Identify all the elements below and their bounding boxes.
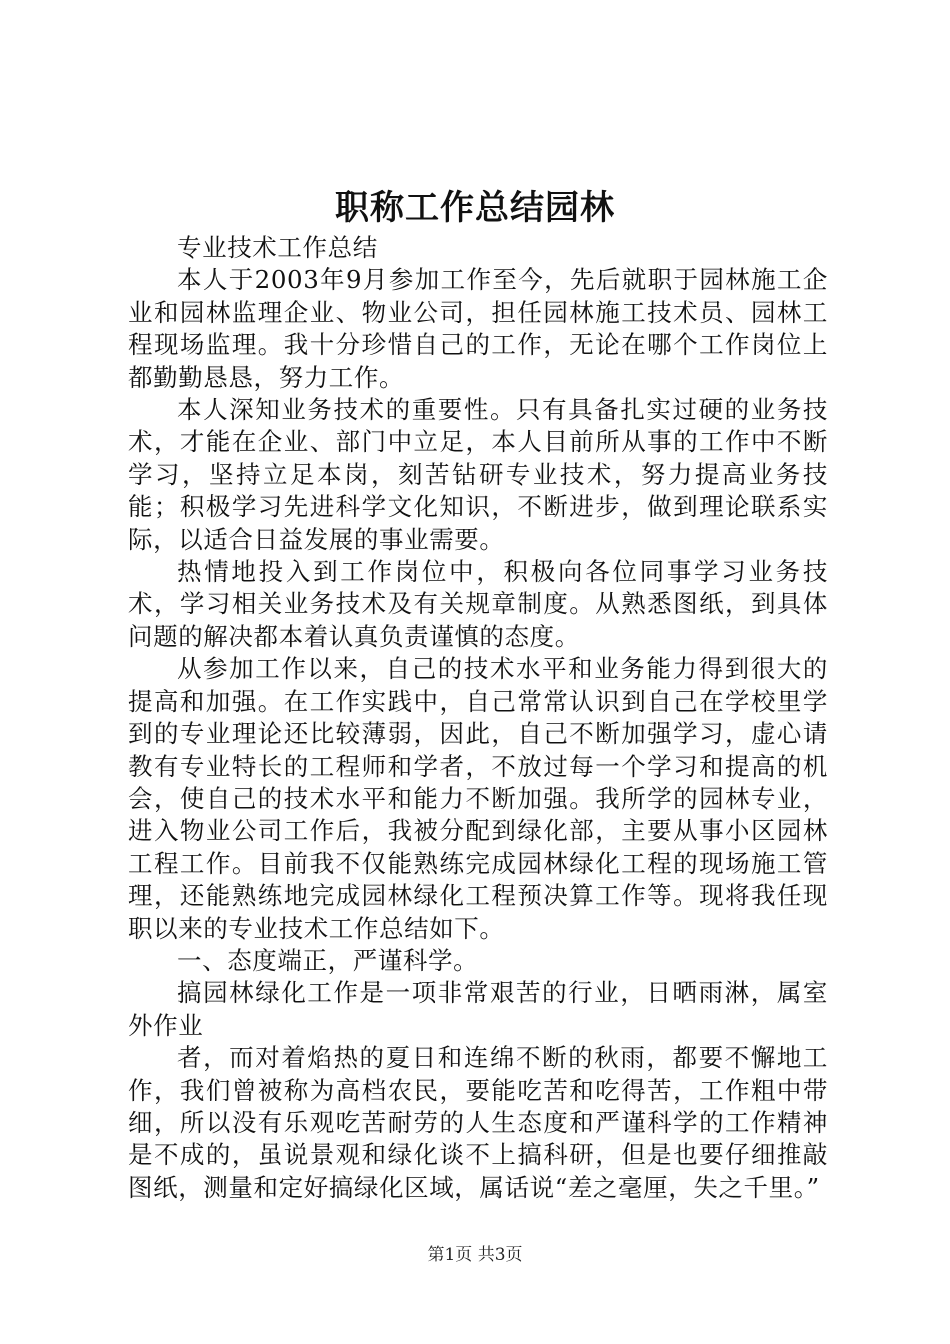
page-footer: 第1页 共3页 bbox=[427, 1245, 523, 1265]
paragraph-subtitle: 专业技术工作总结 bbox=[177, 233, 378, 262]
section-heading: 一、态度端正，严谨科学。 bbox=[177, 945, 479, 975]
paragraph: 搞园林绿化工作是一项非常艰苦的行业，日晒雨淋，属室外作业 bbox=[128, 978, 828, 1040]
document-title: 职称工作总结园林 bbox=[335, 188, 615, 228]
paragraph: 热情地投入到工作岗位中，积极向各位同事学习业务技术，学习相关业务技术及有关规章制度。从熟悉图纸，到具体问题的解决都本着认真负责谨慎的态度。 bbox=[128, 557, 828, 651]
paragraph: 本人于2003年9月参加工作至今，先后就职于园林施工企业和园林监理企业、物业公司，担任园林施工技术员、园林工程现场监理。我十分珍惜自己的工作，无论在哪个工作岗位上都勤勤恳恳，努力工作。 bbox=[128, 265, 828, 392]
document-body bbox=[128, 232, 828, 1204]
paragraph: 本人深知业务技术的重要性。只有具备扎实过硬的业务技术，才能在企业、部门中立足，本人目前所从事的工作中不断学习，坚持立足本岗，刻苦钻研专业技术，努力提高业务技能；积极学习先进科学文化知识，不断进步，做到理论联系实际，以适合日益发展的事业需要。 bbox=[128, 395, 828, 554]
paragraph: 者，而对着焰热的夏日和连绵不断的秋雨，都要不懈地工作，我们曾被称为高档农民，要能吃苦和吃得苦，工作粗中带细，所以没有乐观吃苦耐劳的人生态度和严谨科学的工作精神是不成的，虽说景观和绿化谈不上搞科研，但是也要仔细推敲图纸，测量和定好搞绿化区域，属话说“差之毫厘，失之千里。” bbox=[128, 1043, 828, 1202]
paragraph: 从参加工作以来，自己的技术水平和业务能力得到很大的提高和加强。在工作实践中，自己常常认识到自己在学校里学到的专业理论还比较薄弱，因此，自己不断加强学习，虚心请教有专业特长的工程师和学者，不放过每一个学习和提高的机会，使自己的技术水平和能力不断加强。我所学的园林专业，进入物业公司工作后，我被分配到绿化部，主要从事小区园林工程工作。目前我不仅能熟练完成园林绿化工程的现场施工管理，还能熟练地完成园林绿化工程预决算工作等。现将我任现职以来的专业技术工作总结如下。 bbox=[128, 654, 828, 943]
